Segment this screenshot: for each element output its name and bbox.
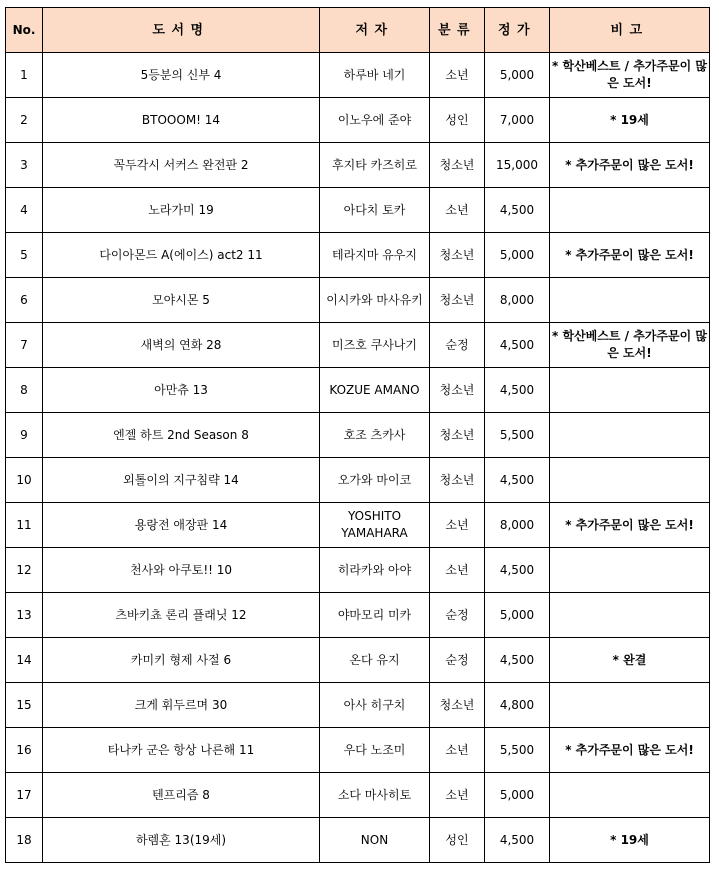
cell-author: 이노우에 준야 bbox=[320, 98, 430, 143]
cell-title: 외톨이의 지구침략 14 bbox=[43, 458, 320, 503]
cell-author: 아사 히구치 bbox=[320, 683, 430, 728]
table-row bbox=[6, 638, 710, 683]
cell-no: 10 bbox=[6, 458, 43, 503]
cell-note bbox=[550, 773, 710, 818]
cell-price: 4,500 bbox=[485, 818, 550, 863]
cell-note: * 추가주문이 많은 도서! bbox=[550, 503, 710, 548]
cell-no: 15 bbox=[6, 683, 43, 728]
cell-category: 순정 bbox=[430, 638, 485, 683]
cell-category: 청소년 bbox=[430, 683, 485, 728]
cell-author: 오가와 마이코 bbox=[320, 458, 430, 503]
cell-author: 호조 츠카사 bbox=[320, 413, 430, 458]
header-title: 도서명 bbox=[43, 8, 320, 53]
cell-title: 새벽의 연화 28 bbox=[43, 323, 320, 368]
cell-category: 청소년 bbox=[430, 233, 485, 278]
table-row bbox=[6, 323, 710, 368]
cell-author: 하루바 네기 bbox=[320, 53, 430, 98]
cell-category: 청소년 bbox=[430, 368, 485, 413]
cell-price: 5,000 bbox=[485, 773, 550, 818]
cell-note bbox=[550, 548, 710, 593]
cell-title: 꼭두각시 서커스 완전판 2 bbox=[43, 143, 320, 188]
cell-category: 청소년 bbox=[430, 413, 485, 458]
cell-note bbox=[550, 368, 710, 413]
table-row bbox=[6, 413, 710, 458]
cell-note: * 추가주문이 많은 도서! bbox=[550, 233, 710, 278]
cell-title: 5등분의 신부 4 bbox=[43, 53, 320, 98]
table-row bbox=[6, 233, 710, 278]
cell-category: 청소년 bbox=[430, 278, 485, 323]
table-row bbox=[6, 188, 710, 233]
cell-category: 소년 bbox=[430, 728, 485, 773]
cell-title: 천사와 아쿠토!! 10 bbox=[43, 548, 320, 593]
cell-title: 크게 휘두르며 30 bbox=[43, 683, 320, 728]
cell-category: 청소년 bbox=[430, 143, 485, 188]
cell-note: * 학산베스트 / 추가주문이 많은 도서! bbox=[550, 53, 710, 98]
cell-author: 테라지마 유우지 bbox=[320, 233, 430, 278]
cell-title: 다이아몬드 A(에이스) act2 11 bbox=[43, 233, 320, 278]
header-note: 비고 bbox=[550, 8, 710, 53]
table-row bbox=[6, 458, 710, 503]
cell-price: 8,000 bbox=[485, 503, 550, 548]
cell-no: 8 bbox=[6, 368, 43, 413]
table-row bbox=[6, 728, 710, 773]
cell-author: 소다 마사히토 bbox=[320, 773, 430, 818]
table-header bbox=[6, 8, 710, 53]
cell-price: 4,500 bbox=[485, 638, 550, 683]
cell-title: 츠바키쵸 론리 플래닛 12 bbox=[43, 593, 320, 638]
cell-price: 4,500 bbox=[485, 368, 550, 413]
table-row bbox=[6, 683, 710, 728]
cell-price: 4,500 bbox=[485, 548, 550, 593]
header-row bbox=[6, 8, 710, 53]
cell-category: 순정 bbox=[430, 593, 485, 638]
cell-author: 후지타 카즈히로 bbox=[320, 143, 430, 188]
cell-title: 텐프리즘 8 bbox=[43, 773, 320, 818]
cell-author: KOZUE AMANO bbox=[320, 368, 430, 413]
cell-no: 18 bbox=[6, 818, 43, 863]
cell-price: 15,000 bbox=[485, 143, 550, 188]
cell-note bbox=[550, 458, 710, 503]
cell-author: 미즈호 쿠사나기 bbox=[320, 323, 430, 368]
cell-author: 온다 유지 bbox=[320, 638, 430, 683]
cell-note: * 추가주문이 많은 도서! bbox=[550, 728, 710, 773]
cell-category: 순정 bbox=[430, 323, 485, 368]
cell-author: 히라카와 아야 bbox=[320, 548, 430, 593]
cell-price: 5,000 bbox=[485, 233, 550, 278]
cell-price: 5,500 bbox=[485, 413, 550, 458]
cell-no: 5 bbox=[6, 233, 43, 278]
cell-no: 17 bbox=[6, 773, 43, 818]
cell-no: 6 bbox=[6, 278, 43, 323]
cell-note: * 완결 bbox=[550, 638, 710, 683]
table-body bbox=[6, 53, 710, 863]
table-row bbox=[6, 53, 710, 98]
cell-title: 아만츄 13 bbox=[43, 368, 320, 413]
cell-category: 소년 bbox=[430, 773, 485, 818]
cell-note bbox=[550, 188, 710, 233]
cell-price: 8,000 bbox=[485, 278, 550, 323]
cell-note bbox=[550, 683, 710, 728]
cell-author: 이시카와 마사유키 bbox=[320, 278, 430, 323]
cell-category: 청소년 bbox=[430, 458, 485, 503]
cell-price: 4,500 bbox=[485, 323, 550, 368]
table-row bbox=[6, 503, 710, 548]
header-no: No. bbox=[6, 8, 43, 53]
cell-title: 엔젤 하트 2nd Season 8 bbox=[43, 413, 320, 458]
cell-author: 야마모리 미카 bbox=[320, 593, 430, 638]
cell-price: 4,800 bbox=[485, 683, 550, 728]
cell-no: 4 bbox=[6, 188, 43, 233]
cell-title: 타나카 군은 항상 나른해 11 bbox=[43, 728, 320, 773]
cell-category: 성인 bbox=[430, 98, 485, 143]
cell-title: 하렘혼 13(19세) bbox=[43, 818, 320, 863]
header-price: 정가 bbox=[485, 8, 550, 53]
cell-no: 12 bbox=[6, 548, 43, 593]
table-row bbox=[6, 143, 710, 188]
table-row bbox=[6, 773, 710, 818]
cell-author: 우다 노조미 bbox=[320, 728, 430, 773]
cell-title: 용랑전 애장판 14 bbox=[43, 503, 320, 548]
cell-category: 소년 bbox=[430, 53, 485, 98]
cell-note bbox=[550, 593, 710, 638]
cell-note: * 학산베스트 / 추가주문이 많은 도서! bbox=[550, 323, 710, 368]
cell-no: 16 bbox=[6, 728, 43, 773]
cell-price: 5,500 bbox=[485, 728, 550, 773]
cell-note: * 19세 bbox=[550, 818, 710, 863]
book-list-table bbox=[5, 7, 710, 863]
cell-category: 소년 bbox=[430, 548, 485, 593]
table-row bbox=[6, 818, 710, 863]
table-row bbox=[6, 368, 710, 413]
cell-title: 카미키 형제 사절 6 bbox=[43, 638, 320, 683]
cell-category: 성인 bbox=[430, 818, 485, 863]
table-row bbox=[6, 593, 710, 638]
cell-note bbox=[550, 413, 710, 458]
cell-no: 14 bbox=[6, 638, 43, 683]
cell-category: 소년 bbox=[430, 188, 485, 233]
cell-price: 5,000 bbox=[485, 53, 550, 98]
cell-note: * 19세 bbox=[550, 98, 710, 143]
cell-author: YOSHITO YAMAHARA bbox=[320, 503, 430, 548]
header-author: 저자 bbox=[320, 8, 430, 53]
cell-no: 9 bbox=[6, 413, 43, 458]
cell-no: 7 bbox=[6, 323, 43, 368]
cell-price: 4,500 bbox=[485, 458, 550, 503]
cell-title: BTOOOM! 14 bbox=[43, 98, 320, 143]
cell-no: 3 bbox=[6, 143, 43, 188]
cell-no: 11 bbox=[6, 503, 43, 548]
cell-category: 소년 bbox=[430, 503, 485, 548]
table-row bbox=[6, 98, 710, 143]
cell-author: NON bbox=[320, 818, 430, 863]
header-category: 분류 bbox=[430, 8, 485, 53]
cell-price: 4,500 bbox=[485, 188, 550, 233]
cell-price: 5,000 bbox=[485, 593, 550, 638]
table-row bbox=[6, 548, 710, 593]
cell-note: * 추가주문이 많은 도서! bbox=[550, 143, 710, 188]
cell-note bbox=[550, 278, 710, 323]
table-row bbox=[6, 278, 710, 323]
cell-no: 2 bbox=[6, 98, 43, 143]
cell-title: 노라가미 19 bbox=[43, 188, 320, 233]
cell-no: 1 bbox=[6, 53, 43, 98]
cell-author: 아다치 토카 bbox=[320, 188, 430, 233]
cell-no: 13 bbox=[6, 593, 43, 638]
cell-title: 모야시몬 5 bbox=[43, 278, 320, 323]
cell-price: 7,000 bbox=[485, 98, 550, 143]
